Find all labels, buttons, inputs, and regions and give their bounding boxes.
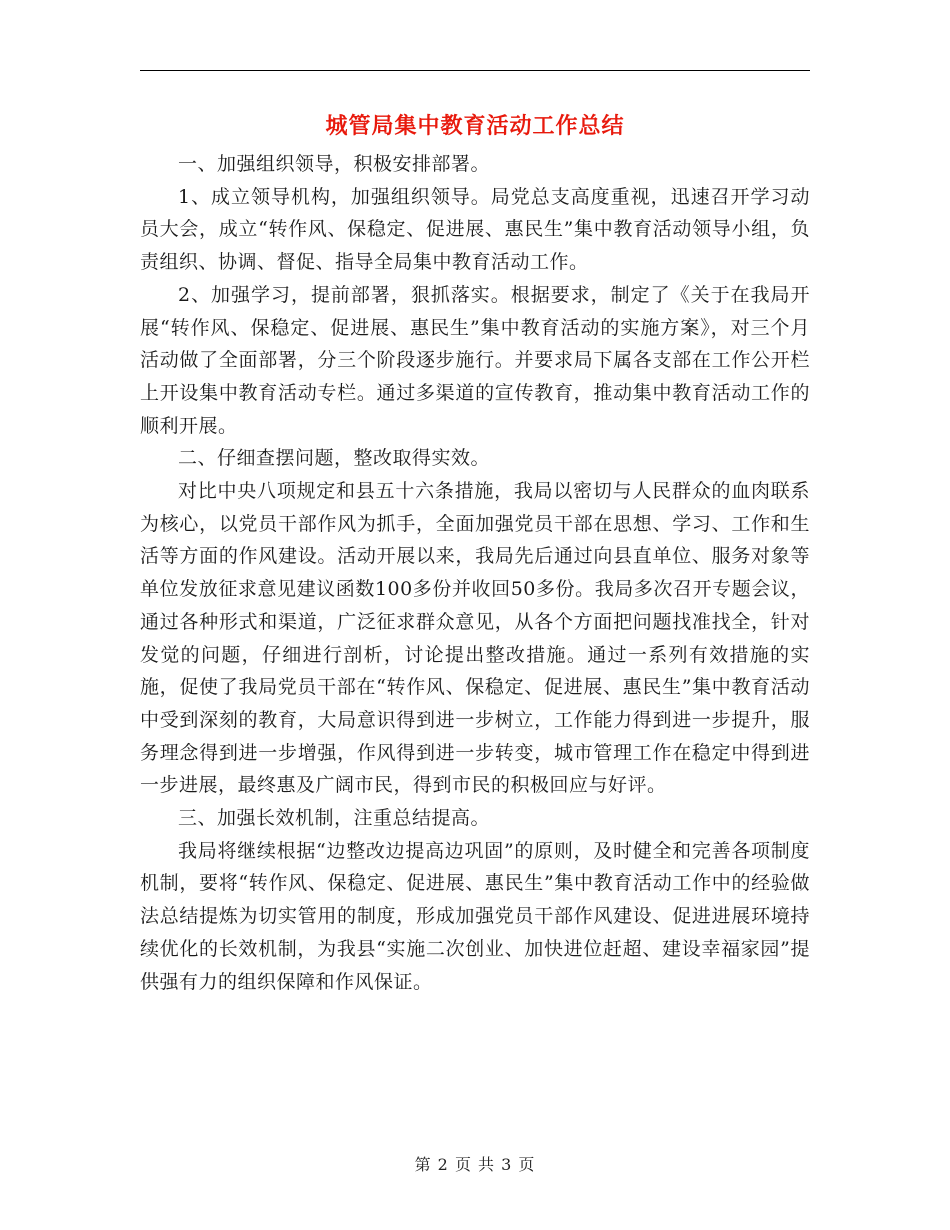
paragraph-2-1: 对比中央八项规定和县五十六条措施，我局以密切与人民群众的血肉联系为核心，以党员干部作风为抓手，全面加强党员干部在思想、学习、工作和生活等方面的作风建设。活动开展以来，我局先后通过向县直单位、服务对象等单位发放征求意见建议函数100多份并收回50多份。我局多次召开专题会议，通过各种形式和渠道，广泛征求群众意见，从各个方面把问题找准找全，针对发觉的问题，仔细进行剖析，讨论提出整改措施。通过一系列有效措施的实施，促使了我局党员干部在“转作风、保稳定、促进展、惠民生”集中教育活动中受到深刻的教育，大局意识得到进一步树立，工作能力得到进一步提升，服务理念得到进一步增强，作风得到进一步转变，城市管理工作在稳定中得到进一步进展，最终惠及广阔市民，得到市民的积极回应与好评。 — [140, 480, 810, 797]
paragraph-1-1: 1、成立领导机构，加强组织领导。局党总支高度重视，迅速召开学习动员大会，成立“转作风、保稳定、促进展、惠民生”集中教育活动领导小组，负责组织、协调、督促、指导全局集中教育活动工作。 — [140, 185, 810, 274]
header-rule — [140, 70, 810, 71]
paragraph-1-2: 2、加强学习，提前部署，狠抓落实。根据要求，制定了《关于在我局开展“转作风、保稳定、促进展、惠民生”集中教育活动的实施方案》，对三个月活动做了全面部署，分三个阶段逐步施行。并要求局下属各支部在工作公开栏上开设集中教育活动专栏。通过多渠道的宣传教育，推动集中教育活动工作的顺利开展。 — [140, 283, 810, 437]
document-body — [140, 148, 810, 998]
section-heading-2: 二、仔细查摆问题，整改取得实效。 — [178, 447, 491, 470]
page-number: 第 2 页 共 3 页 — [414, 1155, 536, 1174]
section-heading-1: 一、加强组织领导，积极安排部署。 — [178, 153, 491, 175]
paragraph-3-1: 我局将继续根据“边整改边提高边巩固”的原则，及时健全和完善各项制度机制，要将“转作风、保稳定、促进展、惠民生”集中教育活动工作中的经验做法总结提炼为切实管用的制度，形成加强党员干部作风建设、促进进展环境持续优化的长效机制，为我县“实施二次创业、加快进位赶超、建设幸福家园”提供强有力的组织保障和作风保证。 — [140, 839, 810, 993]
section-heading-3: 三、加强长效机制，注重总结提高。 — [178, 807, 491, 830]
document-title: 城管局集中教育活动工作总结 — [325, 113, 625, 139]
